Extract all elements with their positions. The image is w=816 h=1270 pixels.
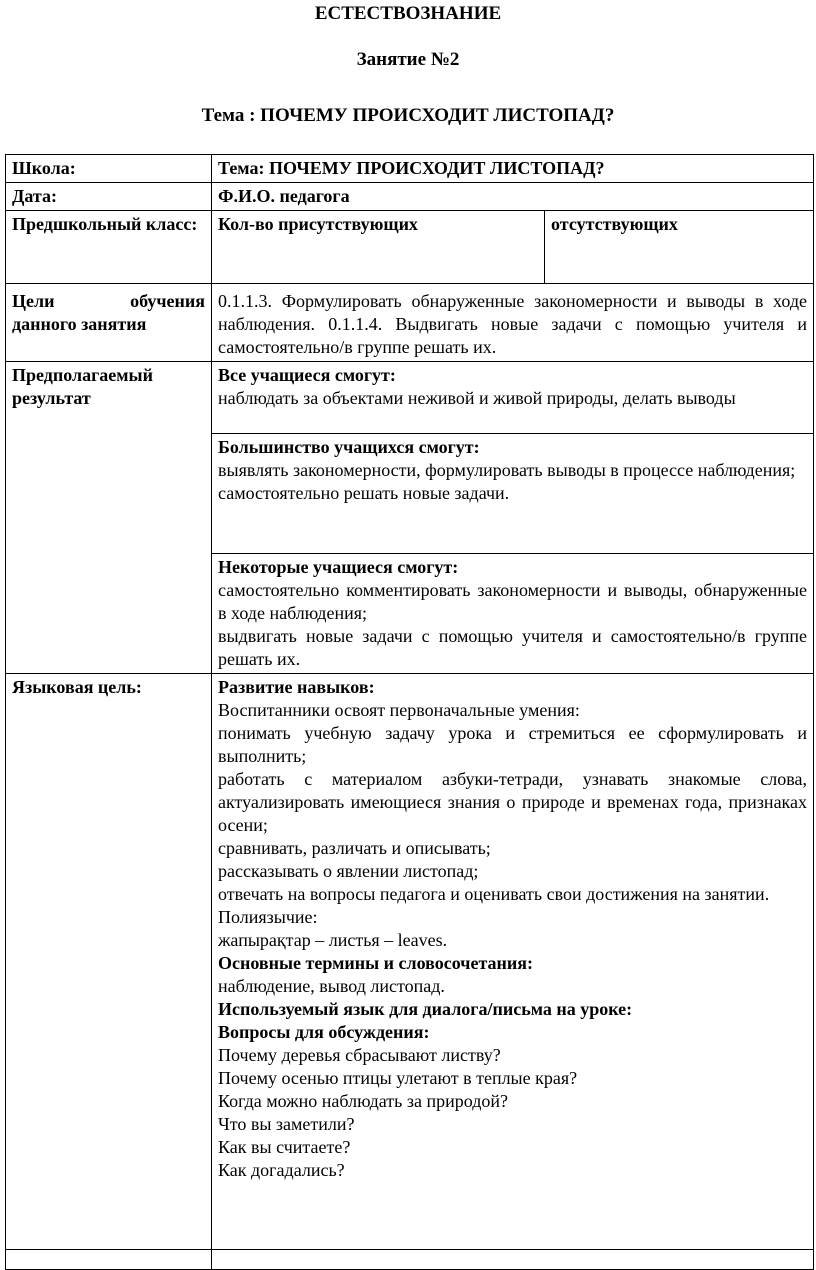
skills-line: понимать учебную задачу урока и стремиться ее сформулировать и выполнить; (218, 723, 808, 766)
skills-line: Полиязычие: (218, 907, 318, 927)
table-row-date (6, 183, 814, 211)
skills-line: рассказывать о явлении листопад; (218, 861, 479, 881)
some-students-title: Некоторые учащиеся смогут: (218, 557, 459, 577)
most-students-title: Большинство учащихся смогут: (218, 437, 480, 457)
table-row-empty (6, 1250, 814, 1270)
skills-title: Развитие навыков: (218, 677, 375, 697)
table-row-language (6, 674, 814, 1250)
most-students-text-2: самостоятельно решать новые задачи. (218, 483, 510, 503)
result-label: Предполагаемый результат (6, 362, 212, 674)
document-subject: ЕСТЕСТВОЗНАНИЕ (314, 3, 502, 24)
empty-cell (6, 1250, 212, 1270)
dialog-title: Используемый язык для диалога/письма на уроке: (218, 999, 633, 1019)
empty-cell (212, 1250, 814, 1270)
goals-label-word-1: Цели (12, 291, 55, 311)
lesson-plan-table (5, 154, 814, 1270)
lesson-number: Занятие №2 (356, 49, 460, 70)
absent-label: отсутствующих (545, 211, 814, 284)
goals-label-top (12, 290, 205, 313)
topic-label: Тема: ПОЧЕМУ ПРОИСХОДИТ ЛИСТОПАД? (212, 155, 814, 183)
terms-text: наблюдение, вывод листопад. (218, 976, 445, 996)
goals-label-bottom: данного занятия (12, 314, 147, 334)
goals-text: 0.1.1.3. Формулировать обнаруженные закономерности и выводы в ходе наблюдения. 0.1.1.4. Выдвигать новые задачи с помощью учителя и самостоятельно/в группе решать их. (212, 284, 814, 362)
some-students-text-2: выдвигать новые задачи с помощью учителя и самостоятельно/в группе решать их. (218, 626, 808, 669)
question-item: Когда можно наблюдать за природой? (218, 1091, 508, 1111)
goals-label-word-2: обучения (130, 291, 205, 311)
table-row-result-all (6, 362, 814, 434)
all-students-title: Все учащиеся смогут: (218, 365, 396, 385)
result-some-cell (212, 554, 814, 674)
skills-line: сравнивать, различать и описывать; (218, 838, 491, 858)
terms-title: Основные термины и словосочетания: (218, 953, 533, 973)
date-label: Дата: (6, 183, 212, 211)
question-item: Почему осенью птицы улетают в теплые края? (218, 1068, 578, 1088)
all-students-text: наблюдать за объектами неживой и живой природы, делать выводы (218, 388, 736, 408)
language-goal-cell (212, 674, 814, 1250)
language-goal-label: Языковая цель: (6, 674, 212, 1250)
lesson-topic: Тема : ПОЧЕМУ ПРОИСХОДИТ ЛИСТОПАД? (201, 105, 615, 126)
skills-line: жапырақтар – листья – leaves. (218, 930, 448, 950)
school-label: Школа: (6, 155, 212, 183)
skills-line: работать с материалом азбуки-тетради, узнавать знакомые слова, актуализировать имеющиеся знания о природе и временах года, признаках осени; (218, 769, 808, 835)
goals-label (6, 284, 212, 362)
class-label: Предшкольный класс: (6, 211, 212, 284)
table-row-school (6, 155, 814, 183)
skills-line: отвечать на вопросы педагога и оценивать свои достижения на занятии. (218, 884, 770, 904)
question-item: Как вы считаете? (218, 1137, 351, 1157)
some-students-text-1: самостоятельно комментировать закономерности и выводы, обнаруженные в ходе наблюдения; (218, 580, 808, 623)
table-row-goals (6, 284, 814, 362)
most-students-text-1: выявлять закономерности, формулировать выводы в процессе наблюдения; (218, 460, 796, 480)
teacher-label: Ф.И.О. педагога (212, 183, 814, 211)
question-item: Почему деревья сбрасывают листву? (218, 1045, 501, 1065)
questions-title: Вопросы для обсуждения: (218, 1022, 430, 1042)
question-item: Что вы заметили? (218, 1114, 355, 1134)
present-label: Кол-во присутствующих (212, 211, 545, 284)
question-item: Как догадались? (218, 1160, 345, 1180)
result-most-cell (212, 434, 814, 554)
skills-line: Воспитанники освоят первоначальные умения: (218, 700, 580, 720)
table-row-class (6, 211, 814, 284)
result-all-cell (212, 362, 814, 434)
